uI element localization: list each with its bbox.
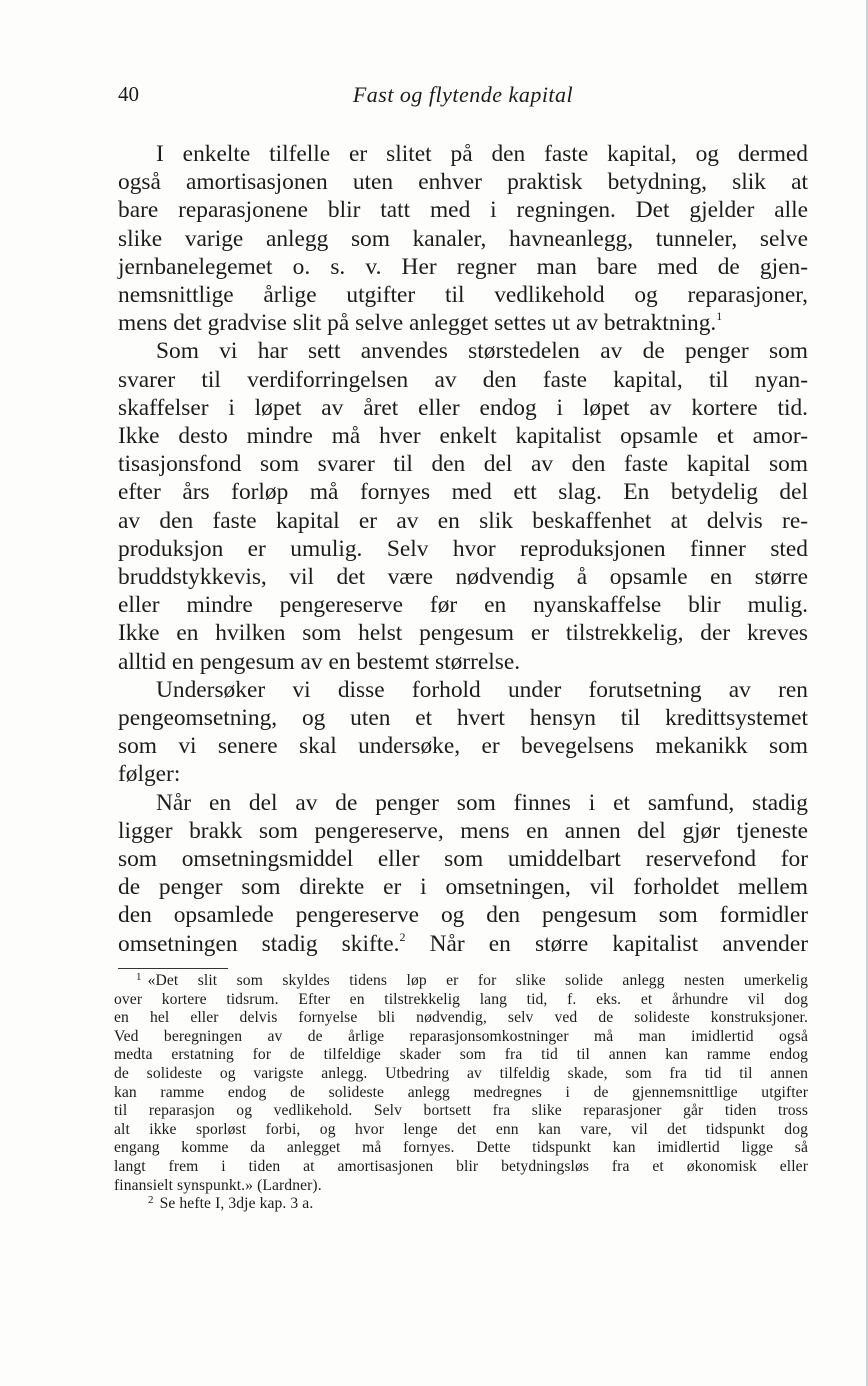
text-line: som vi senere skal undersøke, er bevegelsens mekanikk som <box>118 733 808 760</box>
text-line: Når en del av de penger som finnes i et samfund, stadig <box>156 789 808 816</box>
text-line: skaffelser i løpet av året eller endog i løpet av kortere tid. <box>118 394 808 421</box>
footnote-mark: 2 <box>148 1194 154 1207</box>
footnote-ref[interactable]: 2 <box>399 929 406 944</box>
footnote-line: alt ikke sporløst forbi, og hvor lenge det enn kan vare, vil det tidspunkt dog <box>114 1120 808 1138</box>
page-number: 40 <box>118 82 139 106</box>
footnote-line-content: «Det slit som skyldes tidens løp er for slike solide anlegg nesten umerkelig <box>147 972 808 989</box>
footnote-line-content: Se hefte I, 3dje kap. 3 a. <box>159 1195 314 1213</box>
footnote-divider <box>118 968 228 969</box>
footnote-line: kan ramme endog de solideste anlegg medregnes i de gjennemsnittlige utgifter <box>114 1083 808 1101</box>
footnote-mark: 1 <box>136 971 142 983</box>
text-line: eller mindre pengereserve før en nyanskaffelse blir mulig. <box>118 592 808 619</box>
body-text <box>118 140 808 958</box>
text-line-continuation: Når en større kapitalist anvender <box>405 930 808 957</box>
footnote-line: de solideste og varigste anlegg. Utbedring av tilfeldig skade, som fra tid til annen <box>114 1064 808 1082</box>
text-line: Ikke en hvilken som helst pengesum er tilstrekkelig, der kreves <box>118 620 808 647</box>
text-line: også amortisasjonen uten enhver praktisk betydning, slik at <box>118 169 808 196</box>
text-line <box>118 309 808 337</box>
footnotes <box>114 972 808 1214</box>
footnote-line: medta erstatning for de tilfeldige skader som fra tid til annen kan ramme endog <box>114 1046 808 1064</box>
text-line: svarer til verdiforringelsen av den faste kapital, til nyan- <box>118 366 808 393</box>
paragraph <box>118 676 808 789</box>
text-line: produksjon er umulig. Selv hvor reproduksjonen finner sted <box>118 535 808 562</box>
paragraph <box>118 140 808 337</box>
text-line: de penger som direkte er i omsetningen, vil forholdet mellem <box>118 874 808 901</box>
footnote-line: Ved beregningen av de årlige reparasjonsomkostninger må man imidlertid også <box>114 1027 808 1045</box>
text-line: nemsnittlige årlige utgifter til vedlikehold og reparasjoner, <box>118 282 808 309</box>
text-line: pengeomsetning, og uten et hvert hensyn til kredittsystemet <box>118 705 808 732</box>
paragraph <box>118 789 808 958</box>
footnote-line: engang komme da anlegget må fornyes. Dette tidspunkt kan imidlertid ligge så <box>114 1139 808 1157</box>
text-line: slike varige anlegg som kanaler, havneanlegg, tunneler, selve <box>118 225 808 252</box>
footnote-line: over kortere tidsrum. Efter en tilstrekkelig lang tid, f. eks. et århundre vil dog <box>114 990 808 1008</box>
footnote <box>114 972 808 1195</box>
text-line: Undersøker vi disse forhold under forutsetning av ren <box>156 676 808 703</box>
text-line: ligger brakk som pengereserve, mens en annen del gjør tjeneste <box>118 817 808 844</box>
text-line: I enkelte tilfelle er slitet på den faste kapital, og dermed <box>156 141 808 167</box>
page-header <box>118 82 808 116</box>
text-line <box>118 930 808 958</box>
footnote-line: til reparasjon og vedlikehold. Selv bortsett fra slike reparasjoner går tiden tross <box>114 1102 808 1120</box>
running-title: Fast og flytende kapital <box>352 82 574 107</box>
footnote-line <box>114 1195 808 1214</box>
paragraph <box>118 337 808 675</box>
text-line-content: mens det gradvise slit på selve anlegget settes ut av betraktning. <box>118 310 717 337</box>
text-line: efter års forløp må fornyes med ett slag. En betydelig del <box>118 479 808 506</box>
text-line: som omsetningsmiddel eller som umiddelbart reservefond for <box>118 846 808 873</box>
footnote-line <box>114 972 808 991</box>
footnote <box>114 1195 808 1214</box>
text-line: bruddstykkevis, vil det være nødvendig å opsamle en større <box>118 564 808 591</box>
text-line: følger: <box>118 761 181 788</box>
text-line-content: omsetningen stadig skifte. <box>118 930 400 957</box>
text-line: Som vi har sett anvendes størstedelen av de penger som <box>156 338 808 365</box>
text-line: Ikke desto mindre må hver enkelt kapitalist opsamle et amor- <box>118 423 808 450</box>
text-line: den opsamlede pengereserve og den pengesum som formidler <box>118 902 808 929</box>
footnote-line: finansielt synspunkt.» (Lardner). <box>114 1176 322 1194</box>
text-line: av den faste kapital er av en slik beskaffenhet at delvis re- <box>118 507 808 534</box>
text-line: jernbanelegemet o. s. v. Her regner man bare med de gjen- <box>118 253 808 280</box>
text-line: alltid en pengesum av en bestemt størrelse. <box>118 648 521 675</box>
footnote-line: en hel eller delvis fornyelse bli nødvendig, selv ved de solideste konstruksjoner. <box>114 1009 808 1027</box>
footnote-line: langt frem i tiden at amortisasjonen blir betydningsløs fra et økonomisk eller <box>114 1157 808 1175</box>
footnote-ref[interactable]: 1 <box>716 309 723 324</box>
text-line: tisasjonsfond som svarer til den del av den faste kapital som <box>118 451 808 478</box>
text-line: bare reparasjonene blir tatt med i regningen. Det gjelder alle <box>118 197 808 224</box>
